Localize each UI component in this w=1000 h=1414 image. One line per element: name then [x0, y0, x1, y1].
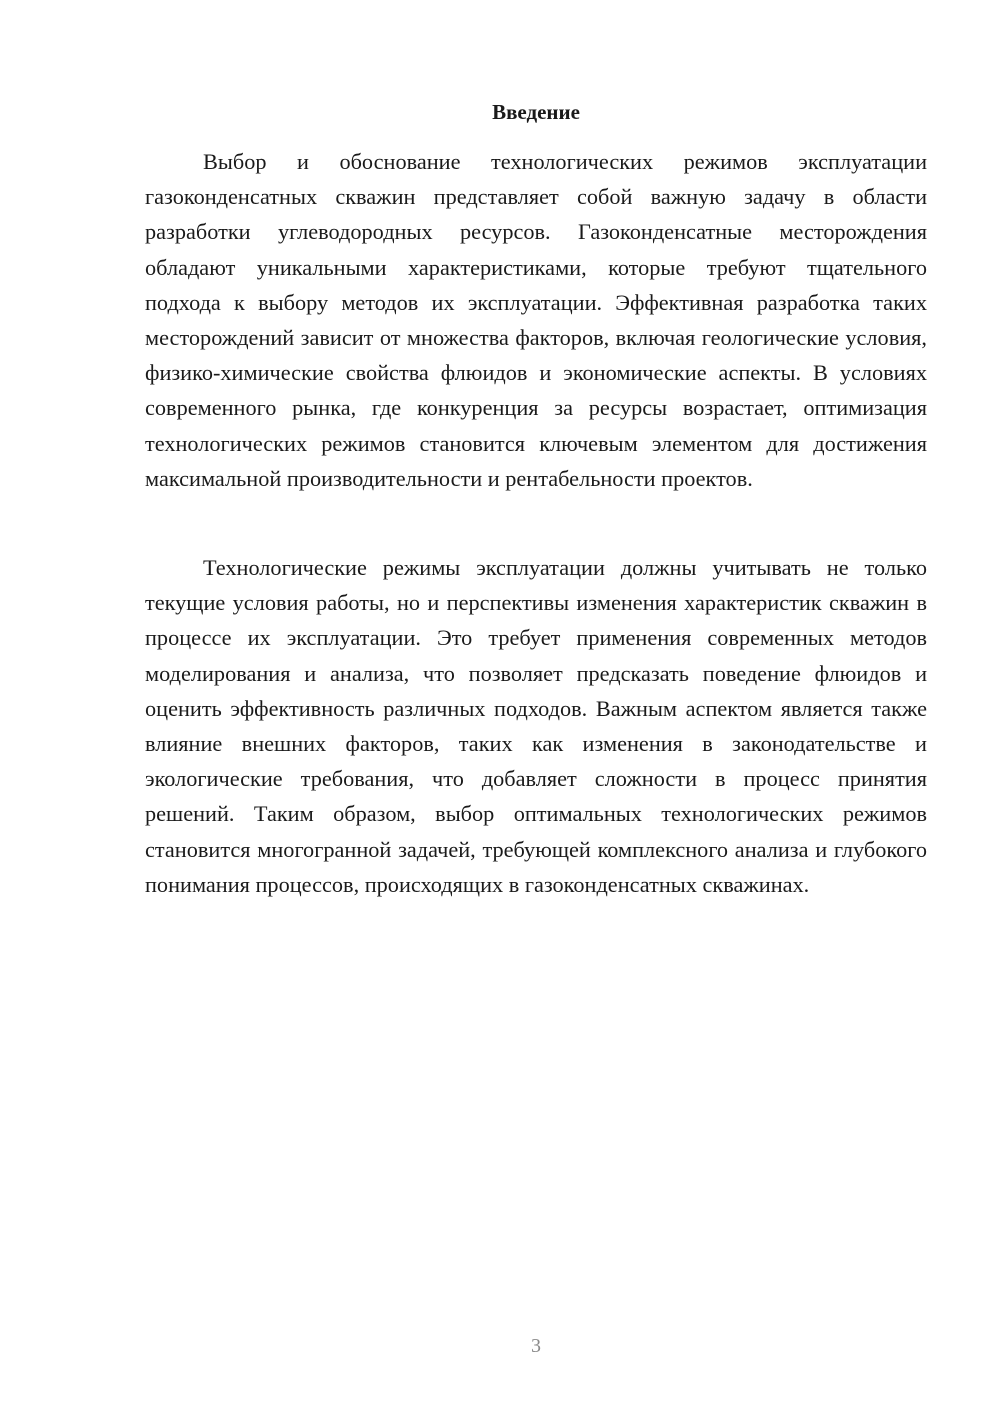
- page-number: 3: [531, 1335, 541, 1357]
- paragraph-2: Технологические режимы эксплуатации должны учитывать не только текущие условия работы, но и перспективы изменения характеристик скважин в процессе их эксплуатации. Это требует применения современных методов моделирования и анализа, что позволяет предсказать поведение флюидов и оценить эффективность различных подходов. Важным аспектом является также влияние внешних факторов, таких как изменения в законодательстве и экологические требования, что добавляет сложности в процесс принятия решений. Таким образом, выбор оптимальных технологических режимов становится многогранной задачей, требующей комплексного анализа и глубокого понимания процессов, происходящих в газоконденсатных скважинах.: [145, 555, 927, 897]
- paragraph-1: Выбор и обоснование технологических режимов эксплуатации газоконденсатных скважин представляет собой важную задачу в области разработки углеводородных ресурсов. Газоконденсатные месторождения обладают уникальными характеристиками, которые требуют тщательного подхода к выбору методов их эксплуатации. Эффективная разработка таких месторождений зависит от множества факторов, включая геологические условия, физико-химические свойства флюидов и экономические аспекты. В условиях современного рынка, где конкуренция за ресурсы возрастает, оптимизация технологических режимов становится ключевым элементом для достижения максимальной производительности и рентабельности проектов.: [145, 149, 927, 491]
- section-heading: Введение: [492, 100, 580, 124]
